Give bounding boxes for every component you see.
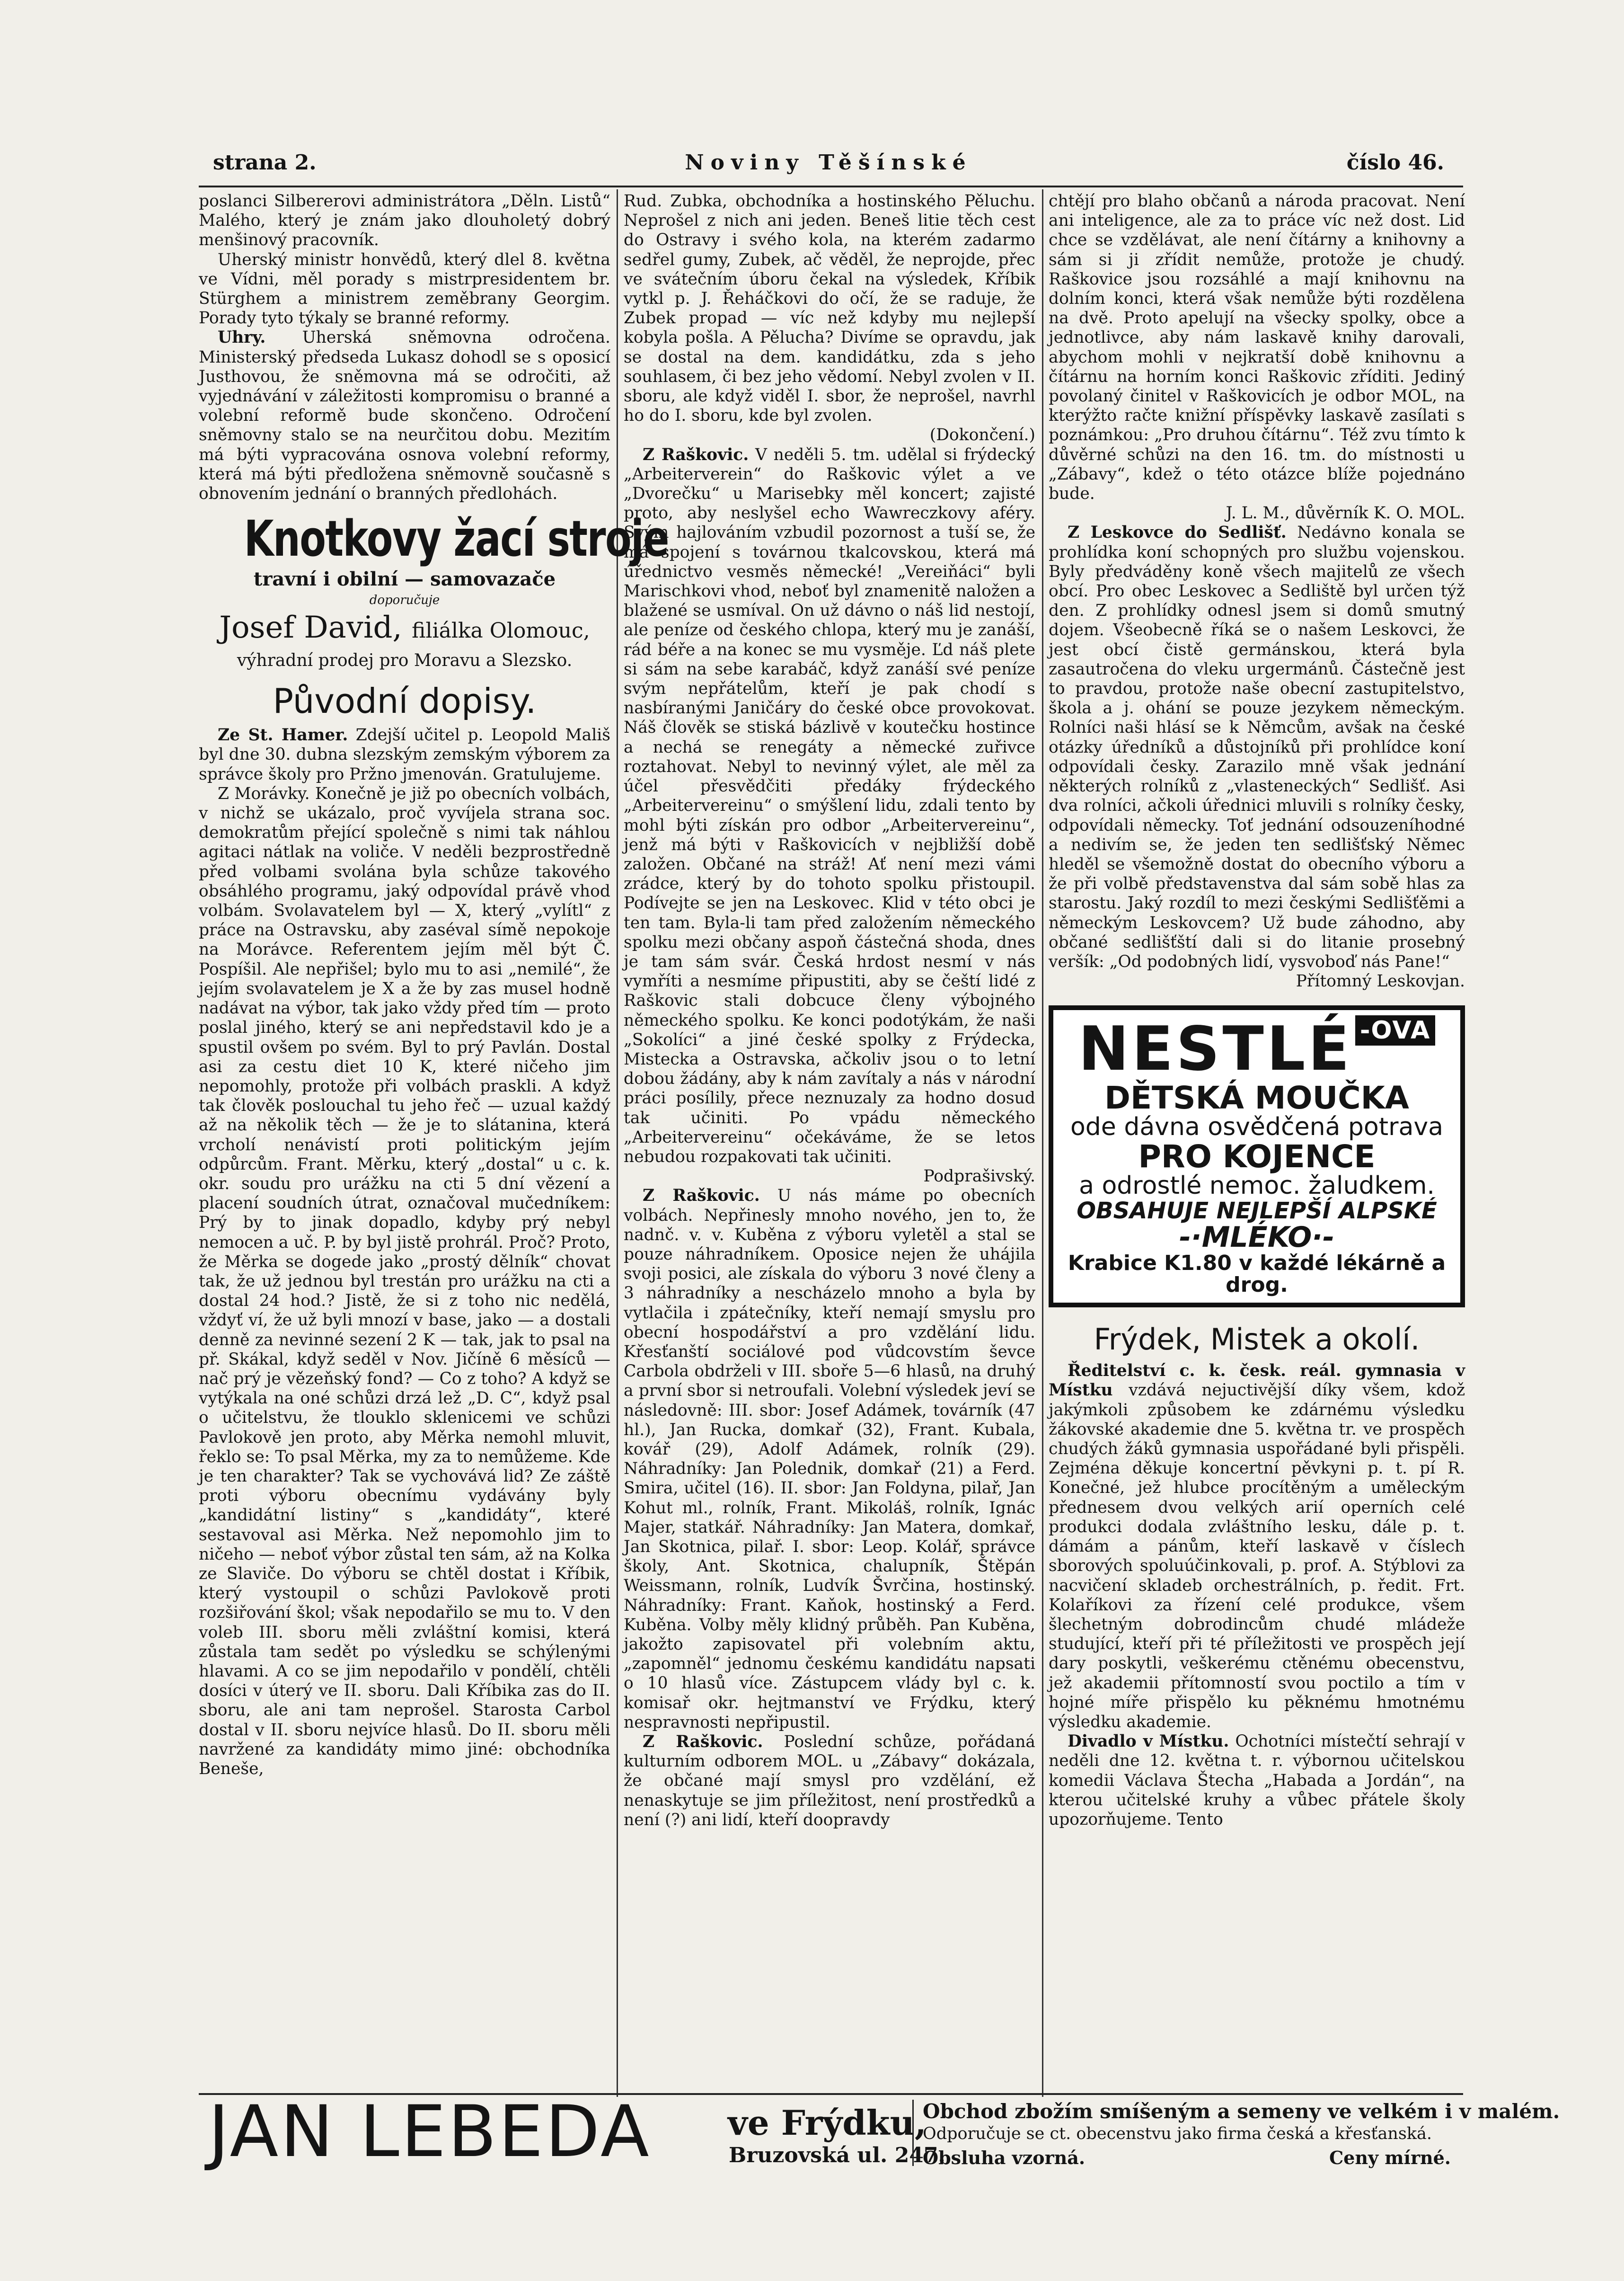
advert-lebeda-service: Obsluha vzorná.: [923, 2147, 1086, 2168]
advert-divider: [912, 2100, 914, 2166]
advert-contains: OBSAHUJE NEJLEPŠÍ ALPSKÉ: [1077, 1197, 1437, 1224]
article-text: Poslední schůze, pořádaná kulturním odborem MOL. u „Zábavy“ dokázala, že občané mají smysl pro vzdělání, ež nenaskytuje se jim příležitost, není prostředků a není (?) ani lidí, kteří doopravdy: [624, 1732, 1035, 1829]
advert-region: výhradní prodej pro Moravu a Slezsko.: [237, 651, 573, 671]
advert-lebeda-address: Bruzovská ul. 247.: [729, 2143, 945, 2167]
advert-nestle: [1049, 1005, 1465, 1307]
article-signature: (Dokončení.): [929, 426, 1035, 445]
article-signature: J. L. M., důvěrník K. O. MOL.: [1226, 504, 1465, 523]
article-paragraph: [1049, 523, 1465, 972]
article-text: vzdává nejuctivější díky všem, kdož jakýmkoli způsobem ke zdárnému výsledku žákovské akademie dne 5. května tr. ve prospěch chudých žáků gymnasia uspořádané byli přispěli. Zejména děkuje koncertní pěvkyni p. t. pí R. Konečné, jež hlubce procítěným a uměleckým přednesem dvou velkých arií operních celé produkci dodala zvláštního lesku, dále p. t. dámám a pánům, kteří laskavě v číslech sborových spoluúčinkovali, p. prof. A. Stýblovi za nacvičení skladeb orchestrálních, p. ředit. Frt. Kolaříkovi za řízení celé produkce, všem šlechetným dobrodincům chudé mládeže studující, kteří při té příležitosti ve prospěch její dary poskytli, veškerému ctěnému obecenstvu, jež akademii přítomností svou poctilo a tím v hojné míře přispělo ku pěknému hmotnému výsledku akademie.: [1049, 1381, 1465, 1731]
article-lead: Ze St. Hamer.: [218, 726, 348, 745]
article-text: Nedávno konala se prohlídka koní schopných pro službu vojenskou. Byly předváděny koně všech majitelů ze všech obcí. Pro obec Leskovec a Sedliště byl určen týž den. Z prohlídky odnesl jsem si domů smutný dojem. Všeobecně říká se o našem Leskovci, že jest obcí čistě germánskou, která byla zasautročena do vleku urgermánů. Částečně jest to pravdou, protože naše obecní zastupitelstvo, škola a j. ohání se pouze jezykem německým. Rolníci naši hlásí se k Němcům, avšak na české otázky úředníků a důstojníků při prohlídce koní odpovídali česky. Zarazilo mně však jednání některých rolníků z „vlasteneckých“ Sedlišť. Asi dva rolníci, ačkoli úřednici mluvili s rolníky česky, odpovídali německy. Toť jednání odsouzeníhodné a nedivím se, že jeden ten sedlišťský Němec hleděl se všemožně dostat do obecního výboru a že při volbě představenstva dal sám sobě hlas za starostu. Jaký rozdíl to mezi českými Sedlišťěmi a německým Leskovcem? Už bude záhodno, aby občané sedlišťští dali si do litanie prosebný veršík: „Od podobných lidí, vysvoboď nás Pane!“: [1049, 523, 1465, 971]
advert-lebeda-name: JAN LEBEDA: [208, 2091, 651, 2173]
page-header: [213, 151, 1444, 184]
article-lead: Divadlo v Místku.: [1068, 1732, 1229, 1751]
article-paragraph: Rud. Zubka, obchodníka a hostinského Pěluchu. Neprošel z nich ani jeden. Beneš litie těch cest do Ostravy i svého kola, na kterém zadarmo sedřel gumy, Zubek, ač věděl, že neprojde, přec ve svátečním úboru čekal na výsledek, Kříbik vytkl p. J. Řeháčkovi do očí, že se raduje, že Zubek propad — víc než kdyby mu nejlepší kobyla pošla. A Pělucha? Divíme se opravdu, jak se dostal na dem. kandidátku, zda s jeho souhlasem, či bez jeho vědomí. Nebyl zvolen v II. sboru, ale když viděl I. sbor, že neprošel, navrhl ho do I. sboru, kde byl zvolen.: [624, 192, 1035, 426]
article-paragraph: poslanci Silbererovi administrátora „Děln. Listů“ Malého, který je znám jako dlouholetý dobrý menšinový pracovník.: [199, 192, 610, 250]
article-lead: Z Raškovic.: [643, 445, 749, 464]
advert-lebeda-line2: Odporučuje se ct. obecenstvu jako firma česká a křesťanská.: [923, 2124, 1432, 2143]
advert-lebeda-line1: Obchod zbožím smíšeným a semeny ve velkém i v malém.: [923, 2100, 1560, 2123]
article-lead: Z Raškovic.: [643, 1186, 760, 1206]
newspaper-title: Noviny Těšínské: [685, 151, 972, 175]
column-2: [624, 192, 1035, 2087]
advert-firm-branch: filiálka Olomouc,: [412, 619, 590, 643]
article-text: Uherská sněmovna odročena. Ministerský předseda Lukasz dohodl se s oposicí Justhovou, že sněmovna má se odročiti, až vyjednávání v záležitosti kompromisu o branné a volební reformě bude skončeno. Odročení sněmovny stalo se na neurčitou dobu. Mezitím má býti vypracována osnova volební reformy, která má býti předložena sněmovně současně s obnovením jednání o branných předlohách.: [199, 328, 610, 504]
advert-lebeda-prices: Ceny mírné.: [1329, 2147, 1451, 2168]
column-1: [199, 192, 669, 2087]
article-text: Ochotníci místečtí sehrají v neděli dne 12. května t. r. výbornou učitelskou komedii Václava Štecha „Habada a Jordán“, na kterou učitelské kruhy a vůbec přátele školy upozorňujeme. Tento: [1049, 1732, 1465, 1829]
advert-brand: [1058, 1014, 1456, 1085]
advert-tagline: ode dávna osvědčená potrava: [1070, 1113, 1444, 1142]
article-paragraph: Uherský ministr honvědů, který dlel 8. května ve Vídni, měl porady s mistrpresidentem br. Stürghem a ministrem zeměbrany Georgim. Porady tyto týkaly se branné reformy.: [199, 250, 610, 328]
advert-lebeda: [199, 2091, 1560, 2173]
article-paragraph: [1049, 1732, 1465, 1829]
article-lead: Uhry.: [218, 328, 266, 347]
advert-title: Knotkovy žací stroje: [244, 510, 669, 568]
article-paragraph: chtějí pro blaho občanů a národa pracovat. Není ani inteligence, ale za to práce víc než dost. Lid chce se vzdělávat, ale není čítárny a knihovny a sám si ji zřídit nemůže, protože je chudý. Raškovice jsou rozsáhlé a mají knihovnu na dolním konci, která však nemůže býti rozdělena na dvě. Proto apelují na všecky spolky, obce a jednotlivce, aby nám laskavě knihy darovali, abychom mohli v nejkratší době knihovnu a čítárnu na horním konci Raškovic zříditi. Jediný povolaný činitel v Raškovicích je odbor MOL, na kterýžto račte knižní příspěvky laskavě zasílati s poznámkou: „Pro druhou čítárnu“. Též zvu tímto k důvěrné schůzi na den 16. tm. do místnosti u „Zábavy“, kdež o této otázce blíže pojednáno bude.: [1049, 192, 1465, 504]
advert-price: Krabice K1.80 v každé lékárně a drog.: [1068, 1251, 1446, 1297]
article-paragraph: [199, 328, 610, 504]
article-paragraph: [624, 445, 1035, 1167]
article-signature: Přítomný Leskovjan.: [1296, 972, 1465, 991]
advert-brand-name: NESTLÉ: [1078, 1014, 1352, 1085]
advert-target-extra: a odrostlé nemoc. žaludkem.: [1079, 1171, 1435, 1200]
article-text: U nás máme po obecních volbách. Nepřinesly mnoho nového, jen to, že nadnč. v. v. Kuběna z výboru vyletěl a stal se pouze náhradníkem. Oposice nejen že uhájila svoji posici, ale získala do výboru 3 nové členy a 3 náhradníky a nescházelo mnoho a byla by vytlačila i zpátečníky, kteří nemají smyslu pro obecní hospodářství a pro vzdělání lidu. Křesťanští sociálové pod vůdcovstím ševce Carbola obdrželi v III. sboře 5—6 hlasů, na druhý a první sbor si netroufali. Volební výsledek jeví se následovně: III. sbor: Josef Adámek, továrník (47 hl.), Jan Rucka, domkař (32), Frant. Kubala, kovář (29), Adolf Adámek, rolník (29). Náhradníky: Jan Polednik, domkař (21) a Ferd. Smira, učitel (16). II. sbor: Jan Foldyna, pilař, Jan Kohut ml., rolník, Frant. Mikoláš, rolník, Ignác Majer, statkář. Náhradníky: Jan Matera, domkař, Jan Skotnica, pilař. I. sbor: Leop. Kolář, správce školy, Ant. Skotnica, chalupník, Štěpán Weissmann, rolník, Ludvík Švrčina, hostinský. Náhradníky: Frant. Kaňok, hostinský a Ferd. Kuběna. Volby měly klidný průběh. Pan Kuběna, jakožto zapisovatel při volebním aktu, „zapomněl“ jednomu českému kandidátu napsati o 10 hlasů více. Zástupcem vlády byl c. k. komisař okr. hejtmanství ve Frýdku, který nespravnosti nepřipustil.: [624, 1186, 1035, 1732]
header-rule: [199, 186, 1463, 187]
article-paragraph: [199, 726, 610, 784]
advert-recommends: doporučuje: [369, 593, 440, 608]
page-number: strana 2.: [213, 151, 317, 175]
advert-target: PRO KOJENCE: [1138, 1138, 1376, 1175]
column-divider: [1042, 189, 1043, 2097]
article-signature: Podprašivský.: [923, 1167, 1035, 1186]
advert-firm: [199, 609, 610, 650]
article-lead: Z Raškovic.: [643, 1732, 763, 1752]
section-heading: Původní dopisy.: [273, 681, 537, 721]
article-paragraph: [624, 1732, 1035, 1830]
issue-number: číslo 46.: [1346, 151, 1444, 175]
advert-knotek: [199, 510, 669, 672]
article-paragraph: Z Morávky. Konečně je již po obecních volbách, v nichž se ukázalo, proč vyvíjela strana soc. demokratům přející společně s nimi tak náhlou agitaci nátlak na voliče. V neděli bezprostředně před volbami svolána byla schůze takového obsáhlého programu, jaký odpovídal právě vhod volbám. Svolavatelem byl — X, který „vylítl“ z práce na Ostravsku, aby zaséval símě nepokoje na Morávce. Referentem jejím měl být Č. Pospíšil. Ale nepřišel; bylo mu to asi „nemilé“, že jejím svolavatelem je X a že by zas musel hodně nadávat na výbor, tak jako vždy před tím — proto poslal jiného, který se ani nepředstavil kdo je a spustil ovšem po svém. Byl to prý Pavlán. Dostal asi za cestu diet 10 K, které ničeho jim nepomohly, protože při volbách praskli. A když tak člověk poslouchal tu jeho řeč — uzual každý až na několik těch — že je to slátanina, která vrcholí nenávistí proti politickým jejím odpůrcům. Frant. Měrku, který „dostal“ u c. k. okr. soudu pro urážku na cti 5 dní vězení a placení soudních útrat, označoval mučedníkem: Prý by to jinak dopadlo, kdyby prý nebyl nemocen a uč. P. by byl jistě prohrál. Proč? Proto, že Měrka se dogede jako „prostý dělník“ chovat tak, že už jednou byl trestán pro urážku na cti a dostal 24 hod.? Jistě, že si z toho nic nedělá, vždyť ví, že už byli mnozí v base, jako — a dostali denně za nevinné sezení 2 K — tak, jak to psal na př. Skákal, když seděl v Nov. Jičíně 6 měsíců — nač prý je vězeňský fond? — Co z toho? A když se vytýkala na oné schůzi drzá lež „D. C“, když psal o učitelstvu, že tlouklo sklenicemi ve schůzi Pavlokově jen proto, aby Měrka nemohl mluvit, řeklo se: To psal Měrka, my za to nemůžeme. Kde je ten charakter? Tak se vychovává lid? Ze záště proti výboru obecnímu vydávány byly „kandidátní listiny“ s „kandidáty“, které sestavoval asi Měrka. Než nepomohlo jim to ničeho — neboť výbor zůstal ten sám, až na Kolka ze Slaviče. Do výboru se chtěl dostat i Kříbik, který vystoupil o schůzi Pavlokově proti rozšiřování škol; však nepodařilo se mu to. V den voleb III. sboru měli zvláštní komisi, která zůstala tam sedět po výsledku se schýlenými hlavami. A co se jim nepodařilo v pondělí, chtěli dosíci v úterý ve II. sboru. Dali Kříbika zas do II. sboru, ale ani tam neprošel. Starosta Carbol dostal v II. sboru nejvíce hlasů. Do II. sboru měli navržené za kandidáty mimo jiné: obchodníka Beneše,: [199, 784, 610, 1779]
advert-lebeda-city: ve Frýdku,: [728, 2103, 927, 2143]
column-3: [1049, 192, 1465, 2087]
section-heading: Frýdek, Mistek a okolí.: [1094, 1322, 1420, 1357]
article-text: Zdejší učitel p. Leopold Mališ byl dne 30. dubna slezským zemským výborem za správce školy pro Pržno jmenován. Gratulujeme.: [199, 726, 610, 784]
column-divider: [617, 189, 618, 2097]
article-lead: Ředitelství c. k. česk. reál. gymnasia v Místku: [1049, 1361, 1465, 1400]
article-paragraph: [624, 1186, 1035, 1732]
article-lead: Z Leskovce do Sedlišť.: [1068, 523, 1287, 542]
article-paragraph: [1049, 1361, 1465, 1732]
advert-firm-name: Josef David,: [219, 610, 402, 646]
advert-milk: -·MLÉKO·-: [1179, 1220, 1334, 1254]
advert-brand-suffix: -OVA: [1355, 1015, 1435, 1046]
article-text: V neděli 5. tm. udělal si frýdecký „Arbeiterverein“ do Raškovic výlet a ve „Dvorečku“ u Marisebky měl koncert; zajisté proto, aby neslyšel echo Wawreczkovy aféry. Svým hajlováním vzbudil pozornost a tuší se, že má spojení s továrnou tkalcovskou, která má úřednictvo vesměs německé! „Vereiňáci“ byli Marischkovi vhod, neboť byl znamenitě naložen a blažené se usmíval. On už dávno o náš lid nestojí, ale peníze od českého chlopa, který mu je zanáší, rád béře a na konec se mu vysměje. Ľd náš plete si sám na sebe karabáč, když zanáší své peníze svým nepřátelům, kteří je pak chodí s nasbíranými Janičáry do české obce provokovat. Náš člověk se stiská bázlivě v koutečku hostince a nechá se renegáty a německé zuřivce roztahovat. Nebyl to nevinný výlet, ale měl za účel přesvědčiti předáky frýdeckého „Arbeitervereinu“ o smýšlení lidu, zdali tento by mohl býti získán pro odbor „Arbeitervereinu“, jenž má býti v Raškovicích v nejbližší době založen. Občané na stráž! Ať není mezi vámi zrádce, který by do tohoto spolku přistoupil. Podívejte se jen na Leskovec. Klid v této obci je ten tam. Byla-li tam před založením německého spolku mezi občany aspoň částečná shoda, dnes je tam sám svár. Česká hrdost nesmí v nás vymříti a nesmíme připustiti, aby se čeští lidé z Raškovic stali dobcuce členy výbojného německého spolku. Ke konci podotýkám, že naši „Sokolíci“ a jiné české spolky z Frýdecka, Mistecka a Ostravska, ačkoliv jsou o to letní dobou žádány, aby k nám zavítaly a nás v národní práci posílily, přece neznuzaly za hodno dosud tak učiniti. Po vpádu německého „Arbeitervereinu“ očekáváme, že se letos nebudou rozpakovati tak učiniti.: [624, 445, 1035, 1166]
advert-subtitle: travní i obilní — samovazače: [253, 568, 556, 591]
advert-product: DĚTSKÁ MOUČKA: [1104, 1079, 1409, 1116]
